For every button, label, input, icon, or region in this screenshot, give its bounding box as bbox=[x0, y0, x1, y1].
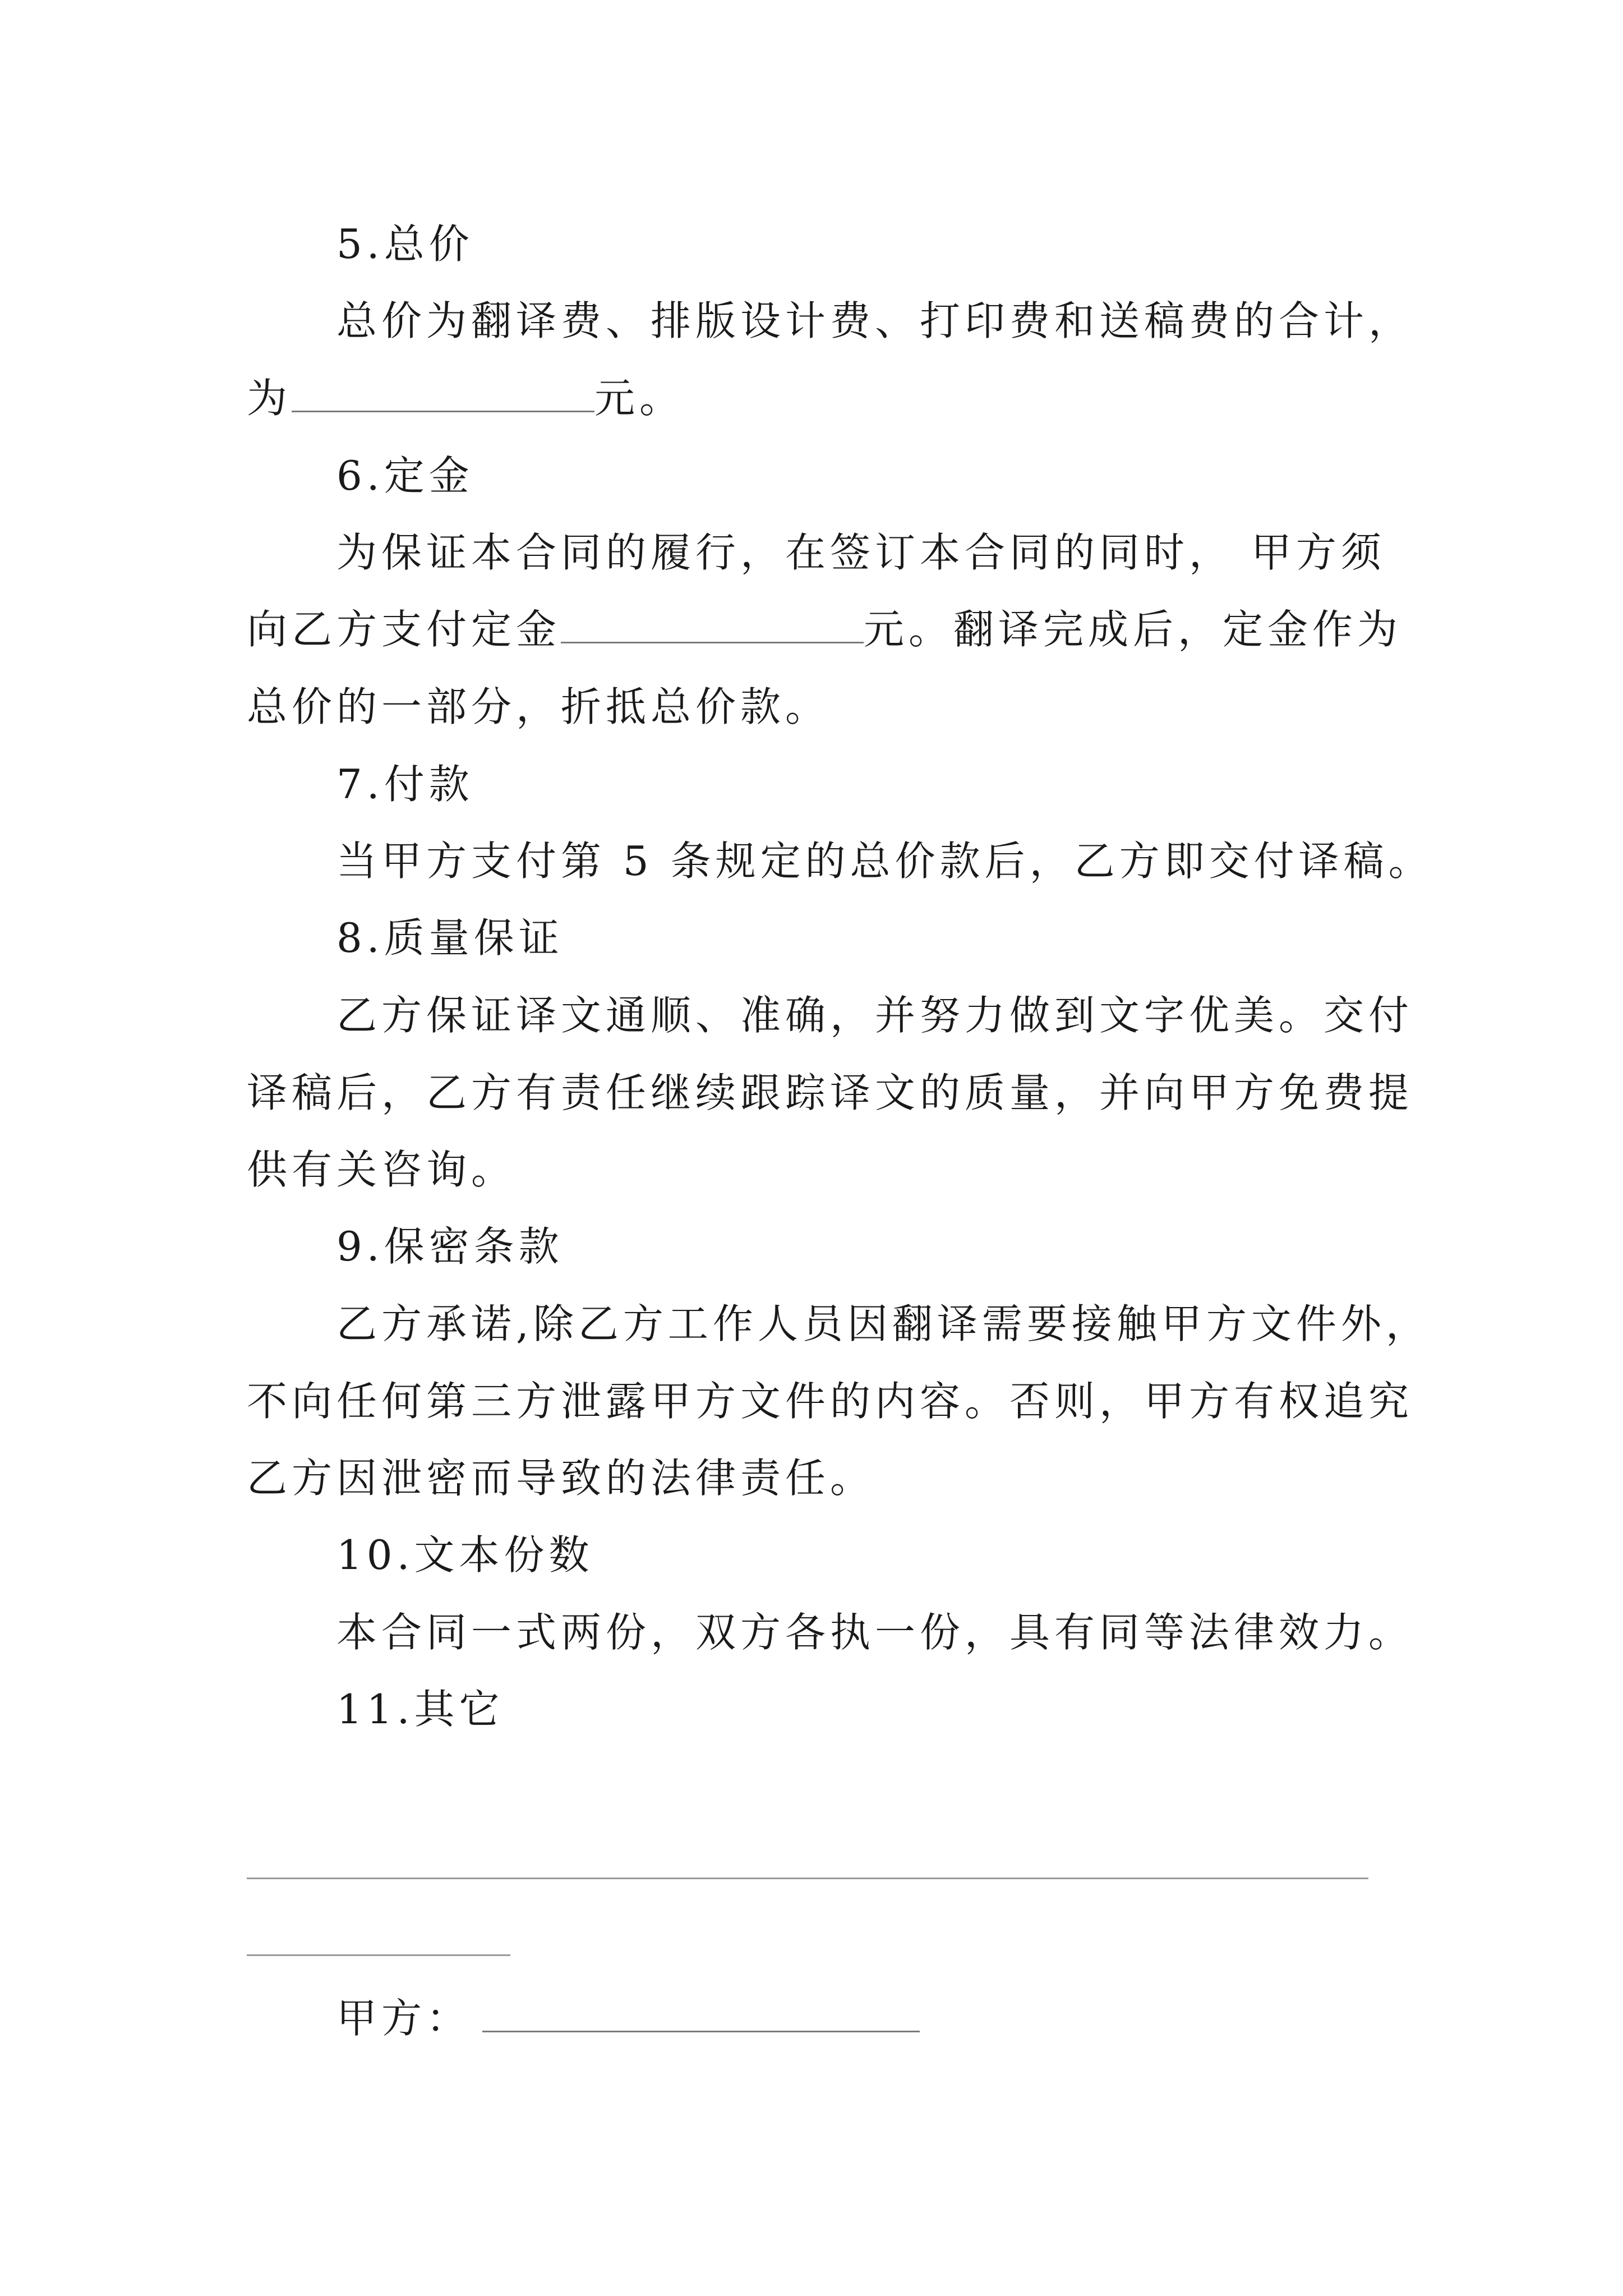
section-6-line-3: 总价的一部分，折抵总价款。 bbox=[247, 683, 831, 730]
party-a-signature-blank[interactable] bbox=[482, 1995, 920, 2032]
section-6-line-2-pre: 向乙方支付定金 bbox=[247, 606, 561, 653]
section-9-line-2: 不向任何第三方泄露甲方文件的内容。否则，甲方有权追究 bbox=[247, 1378, 1414, 1425]
deposit-blank[interactable] bbox=[561, 606, 864, 643]
section-5-line-2-post: 元。 bbox=[594, 375, 685, 422]
other-terms-blank-line-2[interactable] bbox=[247, 1954, 510, 1956]
section-7-line-1: 当甲方支付第 5 条规定的总价款后，乙方即交付译稿。 bbox=[336, 838, 1433, 885]
section-6-line-2-post: 元。翻译完成后，定金作为 bbox=[864, 606, 1403, 653]
party-a-label: 甲方： bbox=[336, 1995, 472, 2042]
section-8-line-1: 乙方保证译文通顺、准确，并努力做到文字优美。交付 bbox=[336, 992, 1414, 1039]
party-a-signature-line bbox=[336, 1990, 920, 2046]
total-price-blank[interactable] bbox=[292, 375, 594, 412]
section-11-heading: 11.其它 bbox=[336, 1686, 504, 1733]
section-6-line-2 bbox=[247, 601, 1402, 657]
section-9-line-1: 乙方承诺,除乙方工作人员因翻译需要接触甲方文件外， bbox=[336, 1300, 1431, 1347]
other-terms-blank-line-1[interactable] bbox=[247, 1878, 1368, 1879]
section-5-line-2 bbox=[247, 370, 684, 426]
section-10-line-1: 本合同一式两份，双方各执一份，具有同等法律效力。 bbox=[336, 1609, 1414, 1656]
section-10-heading: 10.文本份数 bbox=[336, 1531, 594, 1579]
section-9-line-3: 乙方因泄密而导致的法律责任。 bbox=[247, 1455, 875, 1502]
section-5-line-1: 总价为翻译费、排版设计费、打印费和送稿费的合计， bbox=[336, 297, 1414, 344]
section-6-heading: 6.定金 bbox=[336, 452, 474, 499]
section-5-heading: 5.总价 bbox=[336, 220, 474, 268]
section-9-heading: 9.保密条款 bbox=[336, 1223, 564, 1270]
section-8-line-3: 供有关咨询。 bbox=[247, 1146, 517, 1193]
section-7-heading: 7.付款 bbox=[336, 761, 474, 808]
section-6-line-1: 为保证本合同的履行，在签订本合同的同时， 甲方须 bbox=[336, 529, 1386, 576]
section-5-line-2-pre: 为 bbox=[247, 375, 292, 422]
section-8-heading: 8.质量保证 bbox=[336, 914, 564, 961]
section-8-line-2: 译稿后，乙方有责任继续跟踪译文的质量，并向甲方免费提 bbox=[247, 1069, 1414, 1116]
